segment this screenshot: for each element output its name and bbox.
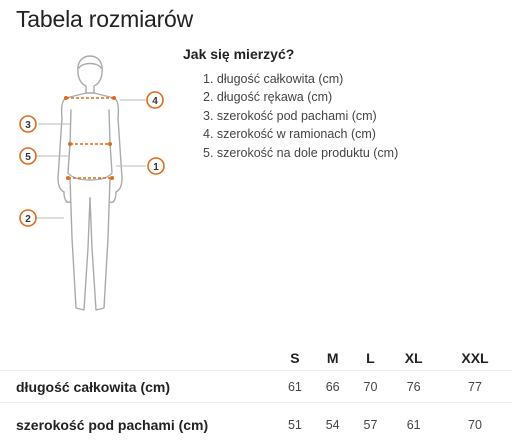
- measure-item: 4. szerokość w ramionach (cm): [203, 125, 398, 143]
- table-row: [0, 403, 512, 447]
- measure-heading: Jak się mierzyć?: [183, 46, 294, 62]
- measure-item: 2. długość rękawa (cm): [203, 88, 398, 106]
- measure-item: 5. szerokość na dole produktu (cm): [203, 144, 398, 162]
- size-header-xl: XL: [389, 346, 438, 371]
- marker-5: 5: [25, 152, 31, 163]
- size-table: [0, 346, 512, 447]
- marker-1: 1: [153, 162, 159, 173]
- size-header-s: S: [276, 346, 314, 371]
- marker-2: 2: [25, 214, 31, 225]
- marker-4: 4: [152, 96, 158, 107]
- table-cell: 70: [438, 403, 512, 447]
- table-cell: 70: [352, 371, 390, 403]
- body-outline-illustration: [0, 38, 180, 328]
- marker-3: 3: [25, 120, 31, 131]
- table-cell: 61: [276, 371, 314, 403]
- measure-item: 3. szerokość pod pachami (cm): [203, 107, 398, 125]
- size-header-l: L: [352, 346, 390, 371]
- measurement-figure: [0, 38, 180, 328]
- table-cell: 77: [438, 371, 512, 403]
- page-title: Tabela rozmiarów: [16, 6, 193, 33]
- size-header-m: M: [314, 346, 352, 371]
- table-cell: 66: [314, 371, 352, 403]
- row-label: długość całkowita (cm): [0, 371, 276, 403]
- size-header-row: [0, 346, 512, 371]
- table-cell: 54: [314, 403, 352, 447]
- row-label: szerokość pod pachami (cm): [0, 403, 276, 447]
- table-row: [0, 371, 512, 403]
- measure-item: 1. długość całkowita (cm): [203, 70, 398, 88]
- table-cell: 51: [276, 403, 314, 447]
- table-cell: 57: [352, 403, 390, 447]
- table-cell: 76: [389, 371, 438, 403]
- table-cell: 61: [389, 403, 438, 447]
- size-header-xxl: XXL: [438, 346, 512, 371]
- measure-list: [203, 70, 398, 162]
